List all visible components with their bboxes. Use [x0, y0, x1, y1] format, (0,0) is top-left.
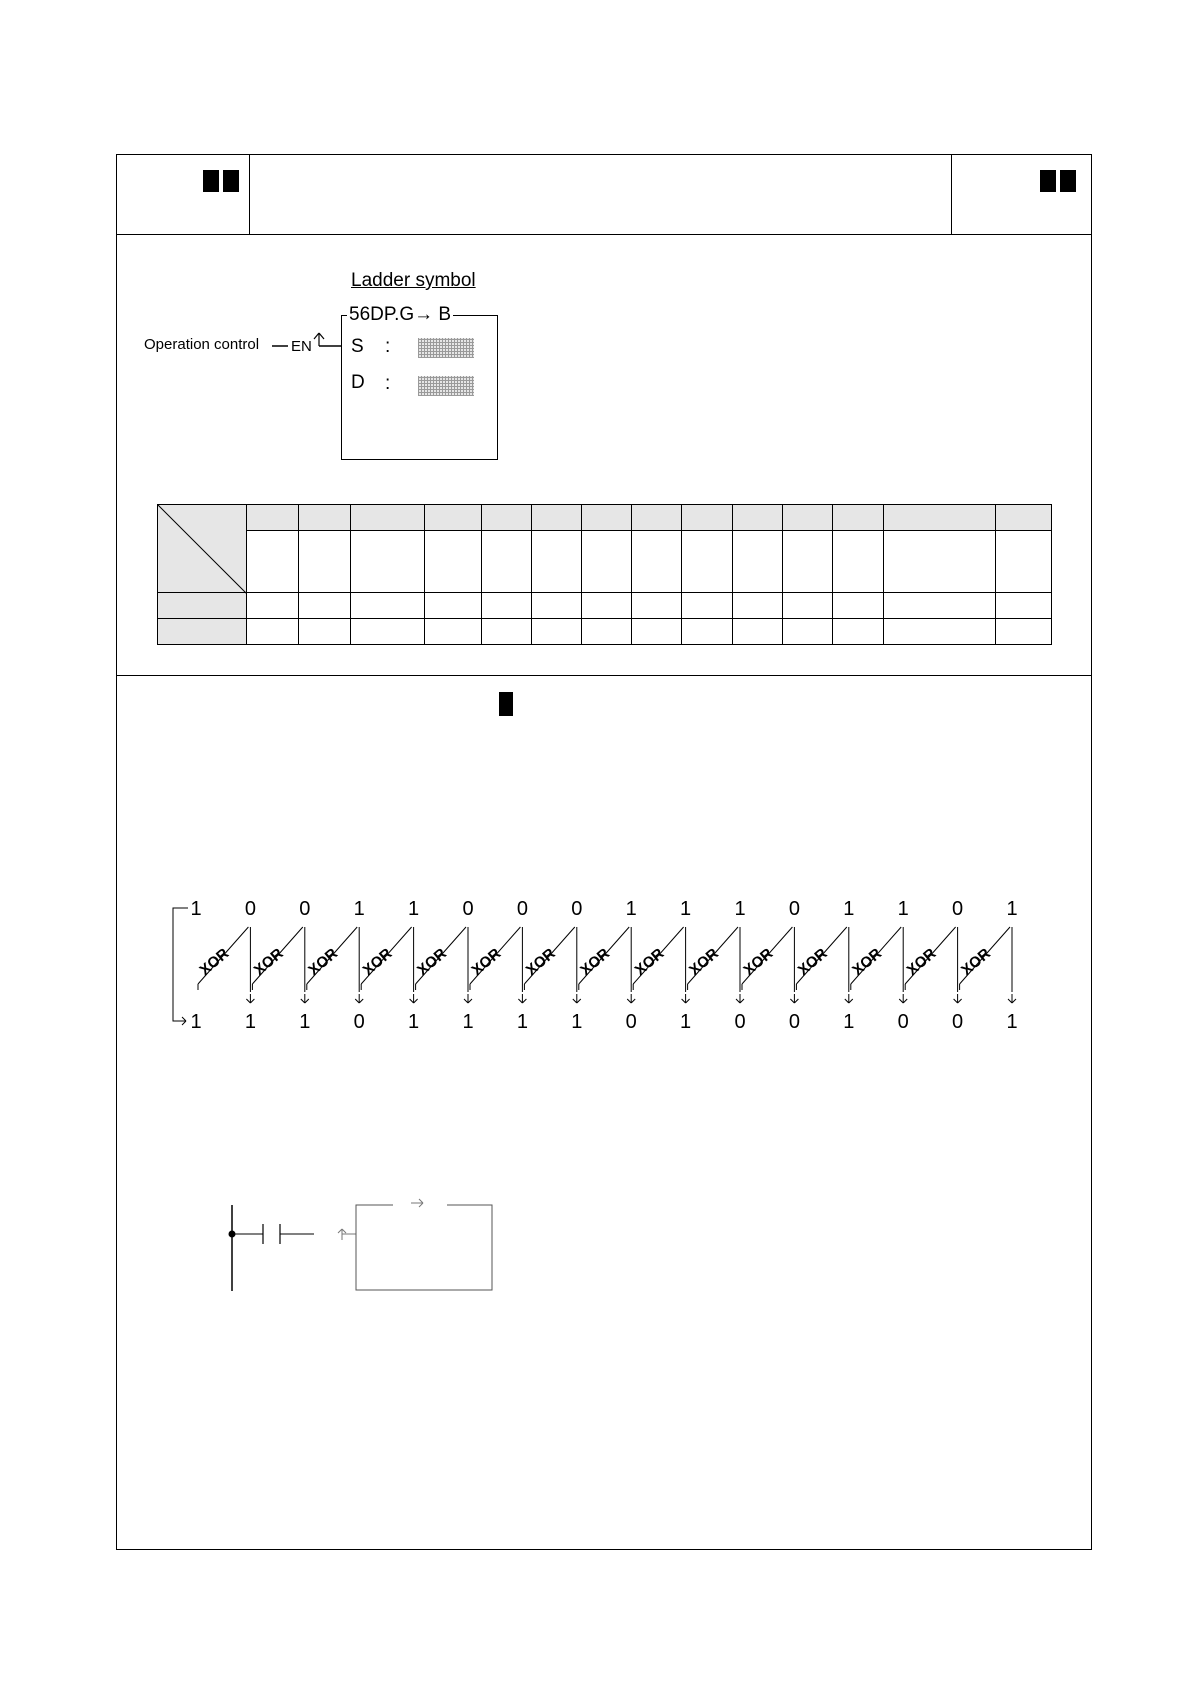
- ladder-symbol-title: Ladder symbol: [351, 270, 476, 291]
- result-bit: 1: [680, 1011, 692, 1033]
- enable-arrow-icon: [338, 1229, 356, 1240]
- result-bit: 0: [897, 1011, 909, 1033]
- operand-s-name: S: [351, 336, 364, 357]
- source-bit: 1: [897, 898, 909, 920]
- contact-symbol: [232, 1224, 314, 1244]
- header-bottom-rule: [116, 234, 1092, 235]
- xor-label: XOR: [305, 945, 342, 980]
- source-bit: 0: [299, 898, 311, 920]
- xor-label: XOR: [957, 945, 994, 980]
- xor-label: XOR: [196, 945, 233, 980]
- section-rule: [116, 675, 1092, 676]
- result-bit: 1: [571, 1011, 583, 1033]
- result-bit: 1: [1006, 1011, 1018, 1033]
- xor-label: XOR: [413, 945, 450, 980]
- operation-control-label: Operation control: [144, 336, 260, 353]
- operand-s-sep: :: [385, 336, 391, 357]
- source-bit: 1: [408, 898, 420, 920]
- xor-label: XOR: [359, 945, 396, 980]
- result-bit: 1: [190, 1011, 202, 1033]
- header-divider-right: [951, 154, 952, 235]
- diagonal-header-cell: [158, 505, 247, 593]
- xor-label: XOR: [903, 945, 940, 980]
- source-bit: 1: [843, 898, 855, 920]
- xor-label: XOR: [522, 945, 559, 980]
- first-bit-bracket: [173, 908, 188, 1025]
- program-example-ladder: [225, 1188, 495, 1298]
- xor-label: XOR: [849, 945, 886, 980]
- result-bit: 1: [843, 1011, 855, 1033]
- header-divider-left: [249, 154, 250, 235]
- source-bit: 1: [1006, 898, 1018, 920]
- xor-label: XOR: [794, 945, 831, 980]
- source-bit: 1: [680, 898, 692, 920]
- result-bit: 1: [299, 1011, 311, 1033]
- operand-s-field: [418, 338, 474, 358]
- source-bit: 0: [462, 898, 474, 920]
- source-bit: 1: [625, 898, 637, 920]
- xor-label: XOR: [631, 945, 668, 980]
- source-bit: 0: [244, 898, 256, 920]
- result-bit: 1: [408, 1011, 420, 1033]
- xor-label: XOR: [740, 945, 777, 980]
- black-bar-icon: [499, 692, 513, 716]
- xor-label: XOR: [250, 945, 287, 980]
- source-bit: 1: [353, 898, 365, 920]
- operand-d-field: [418, 376, 474, 396]
- source-bit: 1: [734, 898, 746, 920]
- result-bit: 0: [788, 1011, 800, 1033]
- result-bit: 1: [462, 1011, 474, 1033]
- result-bit: 0: [734, 1011, 746, 1033]
- page-frame: [116, 154, 1092, 1550]
- source-bit: 0: [952, 898, 964, 920]
- device-table: [157, 504, 1052, 645]
- result-bit: 1: [244, 1011, 256, 1033]
- result-bit: 0: [625, 1011, 637, 1033]
- instruction-name: 56DP.G→ B: [349, 304, 452, 325]
- operand-d-sep: :: [385, 373, 391, 394]
- arrow-right-icon: [411, 1199, 423, 1207]
- source-bit: 0: [516, 898, 528, 920]
- result-bit: 0: [952, 1011, 964, 1033]
- source-bit: 0: [571, 898, 583, 920]
- source-bit: 1: [190, 898, 202, 920]
- enable-label: EN: [291, 338, 312, 355]
- result-bit: 0: [353, 1011, 365, 1033]
- source-bit: 0: [788, 898, 800, 920]
- xor-label: XOR: [468, 945, 505, 980]
- function-block-outline: [356, 1205, 492, 1290]
- xor-label: XOR: [577, 945, 614, 980]
- operand-d-name: D: [351, 372, 365, 393]
- result-bit: 1: [516, 1011, 528, 1033]
- xor-label: XOR: [685, 945, 722, 980]
- gray-to-binary-diagram: [160, 880, 1030, 1035]
